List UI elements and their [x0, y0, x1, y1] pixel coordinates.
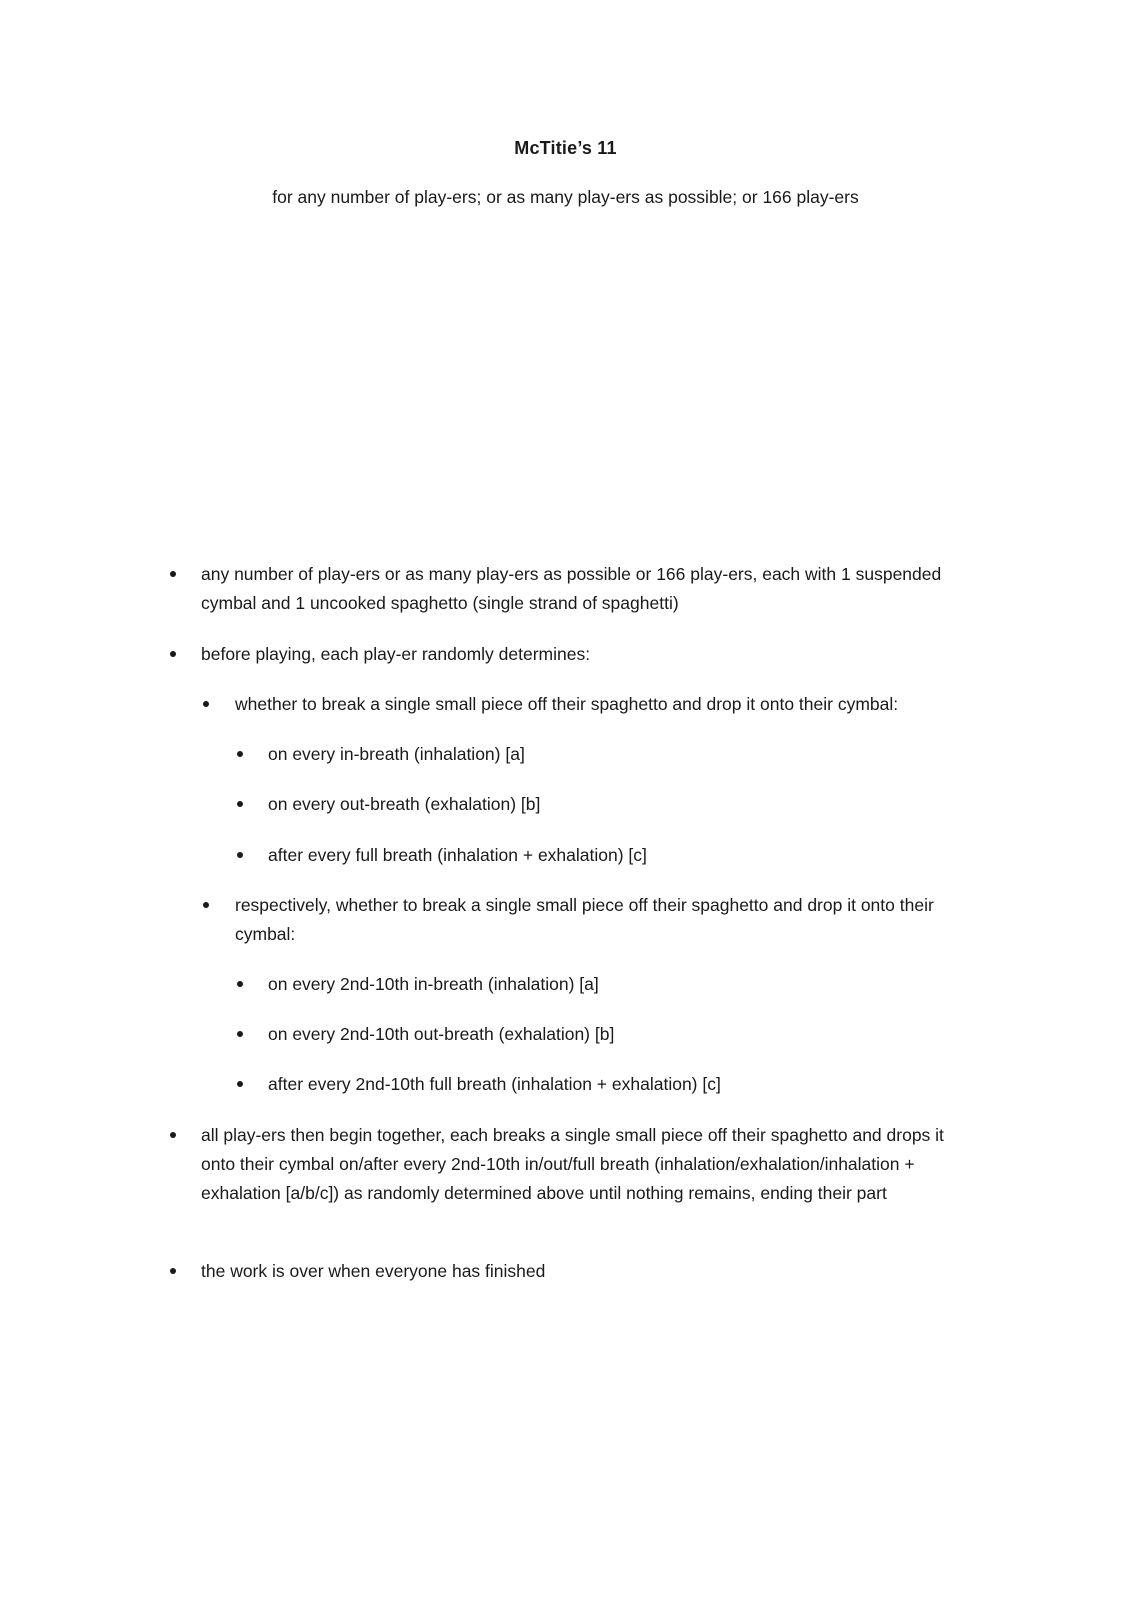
- bullet-icon: [203, 701, 209, 707]
- bullet-icon: [237, 852, 243, 858]
- list-item: on every 2nd-10th out-breath (exhalation) [b]: [268, 1024, 615, 1044]
- bullet-icon: [237, 751, 243, 757]
- bullet-icon: [203, 902, 209, 908]
- list-item: the work is over when everyone has finished: [201, 1261, 546, 1281]
- bullet-icon: [237, 1031, 243, 1037]
- list-item: after every full breath (inhalation + exhalation) [c]: [268, 845, 647, 865]
- list-item: respectively, whether to break a single small piece off their spaghetto and drop it onto their cymbal:: [235, 895, 934, 944]
- list-item: after every 2nd-10th full breath (inhalation + exhalation) [c]: [268, 1074, 721, 1094]
- bullet-icon: [170, 1132, 176, 1138]
- list-item: on every in-breath (inhalation) [a]: [268, 744, 525, 764]
- bullet-icon: [237, 1081, 243, 1087]
- document-subtitle: for any number of play-ers; or as many play-ers as possible; or 166 play-ers: [272, 187, 859, 207]
- list-item: on every out-breath (exhalation) [b]: [268, 794, 541, 814]
- list-item: before playing, each play-er randomly determines:: [201, 644, 591, 664]
- bullet-icon: [170, 1268, 176, 1274]
- bullet-icon: [170, 571, 176, 577]
- bullet-icon: [237, 981, 243, 987]
- bullet-icon: [237, 801, 243, 807]
- list-item: whether to break a single small piece off their spaghetto and drop it onto their cymbal:: [235, 694, 899, 714]
- document-title: McTitie’s 11: [514, 138, 617, 158]
- list-item: on every 2nd-10th in-breath (inhalation) [a]: [268, 974, 599, 994]
- list-item: any number of play-ers or as many play-ers as possible or 166 play-ers, each with 1 suspended cymbal and 1 uncooked spaghetto (single strand of spaghetti): [201, 564, 942, 613]
- bullet-icon: [170, 651, 176, 657]
- list-item: all play-ers then begin together, each breaks a single small piece off their spaghetto and drops it onto their cymbal on/after every 2nd-10th in/out/full breath (inhalation/exhalation/inhalation + exhalation [a/b/c]) as randomly determined above until nothing remains, ending their part: [201, 1125, 944, 1203]
